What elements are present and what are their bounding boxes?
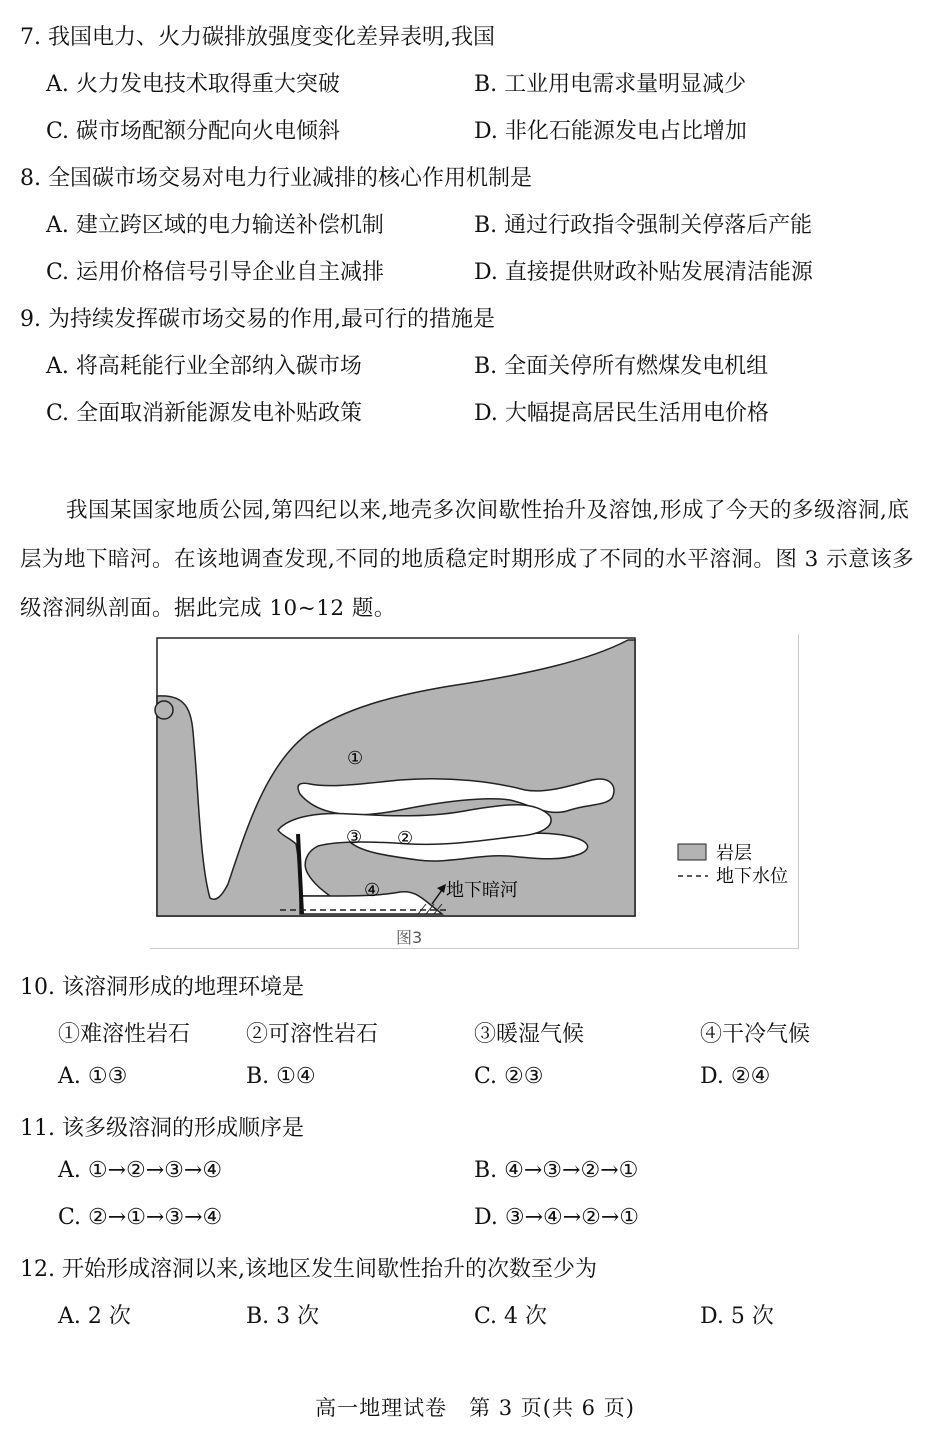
question-10-stem: 10. 该溶洞形成的地理环境是 xyxy=(20,975,304,1000)
question-10-option-d[interactable]: D. ②④ xyxy=(700,1064,771,1089)
cave-label-4: ④ xyxy=(364,880,381,901)
page-footer: 高一地理试卷 第 3 页(共 6 页) xyxy=(315,1396,635,1420)
question-11-option-a[interactable]: A. ①→②→③→④ xyxy=(58,1158,223,1183)
question-9-option-c[interactable]: C. 全面取消新能源发电补贴政策 xyxy=(46,401,363,426)
question-7-option-d[interactable]: D. 非化石能源发电占比增加 xyxy=(474,119,747,144)
legend-water-table-label: 地下水位 xyxy=(716,866,788,887)
cave-profile-diagram xyxy=(150,634,798,948)
question-7-option-c[interactable]: C. 碳市场配额分配向火电倾斜 xyxy=(46,119,341,144)
question-10-item-2: ②可溶性岩石 xyxy=(246,1022,379,1047)
question-8-option-d[interactable]: D. 直接提供财政补贴发展清洁能源 xyxy=(474,260,813,285)
question-8-option-b[interactable]: B. 通过行政指令强制关停落后产能 xyxy=(474,213,813,238)
question-9-option-b[interactable]: B. 全面关停所有燃煤发电机组 xyxy=(474,354,769,379)
question-8-option-a[interactable]: A. 建立跨区域的电力输送补偿机制 xyxy=(46,213,384,238)
legend-rock-swatch xyxy=(678,844,706,860)
question-10-item-3: ③暖湿气候 xyxy=(474,1022,585,1047)
question-7-stem: 7. 我国电力、火力碳排放强度变化差异表明,我国 xyxy=(20,25,495,50)
cave-label-3: ③ xyxy=(346,827,363,848)
question-10-option-b[interactable]: B. ①④ xyxy=(246,1064,316,1089)
question-11-stem: 11. 该多级溶洞的形成顺序是 xyxy=(20,1116,304,1141)
question-12-option-d[interactable]: D. 5 次 xyxy=(700,1304,774,1329)
question-7-option-a[interactable]: A. 火力发电技术取得重大突破 xyxy=(46,72,340,97)
question-12-option-a[interactable]: A. 2 次 xyxy=(58,1304,131,1329)
river-label: 地下暗河 xyxy=(446,880,518,901)
question-8-stem: 8. 全国碳市场交易对电力行业减排的核心作用机制是 xyxy=(20,166,532,191)
figure-3 xyxy=(150,634,799,949)
question-11-option-c[interactable]: C. ②→①→③→④ xyxy=(58,1205,223,1230)
figure-caption: 图3 xyxy=(396,928,423,947)
question-7-option-b[interactable]: B. 工业用电需求量明显减少 xyxy=(474,72,747,97)
question-9-option-d[interactable]: D. 大幅提高居民生活用电价格 xyxy=(474,401,769,426)
legend-rock-label: 岩层 xyxy=(716,843,752,864)
question-11-option-b[interactable]: B. ④→③→②→① xyxy=(474,1158,639,1183)
rock-layer xyxy=(157,640,635,916)
question-12-stem: 12. 开始形成溶洞以来,该地区发生间歇性抬升的次数至少为 xyxy=(20,1257,597,1282)
question-9-stem: 9. 为持续发挥碳市场交易的作用,最可行的措施是 xyxy=(20,307,495,332)
question-10-item-1: ①难溶性岩石 xyxy=(58,1022,191,1047)
question-12-option-c[interactable]: C. 4 次 xyxy=(474,1304,548,1329)
question-10-option-a[interactable]: A. ①③ xyxy=(58,1064,128,1089)
question-10-option-c[interactable]: C. ②③ xyxy=(474,1064,544,1089)
cave-label-1: ① xyxy=(347,748,364,769)
question-10-item-4: ④干冷气候 xyxy=(700,1022,811,1047)
question-9-option-a[interactable]: A. 将高耗能行业全部纳入碳市场 xyxy=(46,354,362,379)
question-8-option-c[interactable]: C. 运用价格信号引导企业自主减排 xyxy=(46,260,385,285)
rock-knob xyxy=(155,701,173,719)
reading-passage: 我国某国家地质公园,第四纪以来,地壳多次间歇性抬升及溶蚀,形成了今天的多级溶洞,底层为地下暗河。在该地调查发现,不同的地质稳定时期形成了不同的水平溶洞。图 3 示意该多级溶洞纵剖面。据此完成 10~12 题。 xyxy=(20,498,915,621)
question-11-option-d[interactable]: D. ③→④→②→① xyxy=(474,1205,640,1230)
cave-label-2: ② xyxy=(397,828,414,849)
question-12-option-b[interactable]: B. 3 次 xyxy=(246,1304,320,1329)
